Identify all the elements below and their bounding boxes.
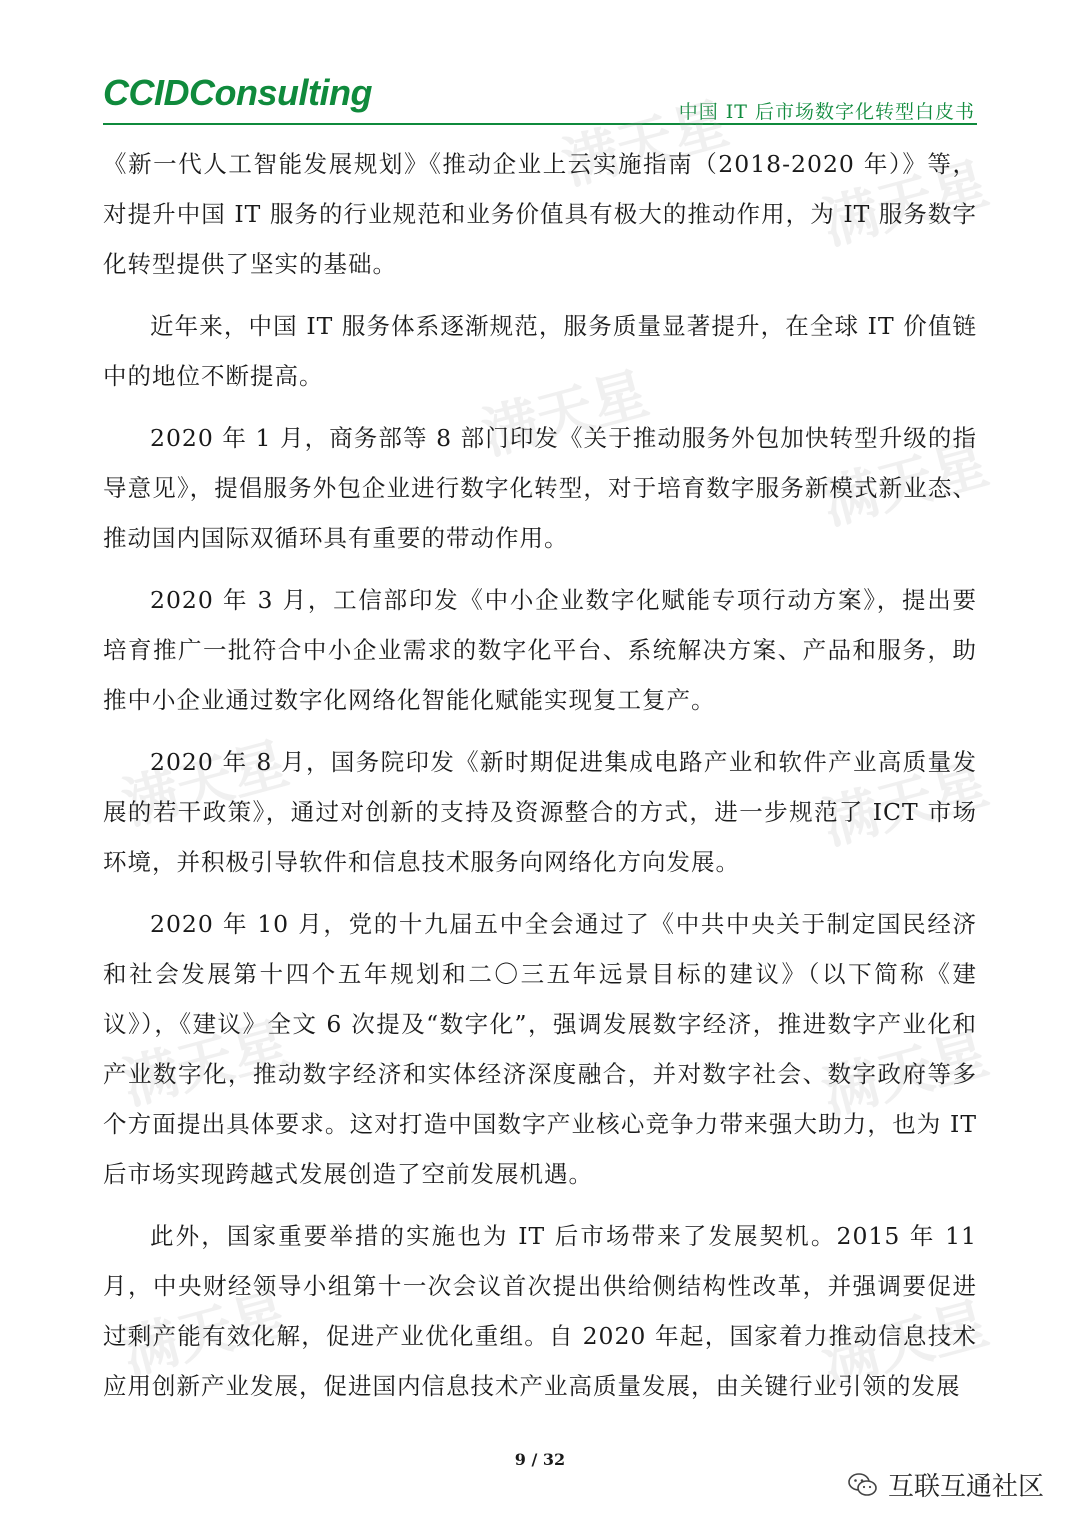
watermark: 满天星 [815,751,995,858]
paragraph: 2020 年 1 月，商务部等 8 部门印发《关于推动服务外包加快转型升级的指导意见》，提倡服务外包企业进行数字化转型，对于培育数字服务新模式新业态、推动国内国际双循环具有重要的带动作用。 [103,424,977,552]
watermark: 满天星 [815,1291,995,1398]
paragraph: 2020 年 10 月，党的十九届五中全会通过了《中共中央关于制定国民经济和社会发展第十四个五年规划和二〇三五年远景目标的建议》（以下简称《建议》），《建议》全文 6 次提及“数字化”，强调发展数字经济，推进数字产业化和产业数字化，推动数字经济和实体经济深度融合，并对数字社会、数字政府等多个方面提出具体要求。这对打造中国数字产业核心竞争力带来强大助力，也为 IT 后市场实现跨越式发展创造了空前发展机遇。 [103,910,977,1188]
watermark: 满天星 [115,1011,295,1118]
footer-brand-label: 互联互通社区 [887,1472,1044,1502]
watermark: 满天星 [475,361,655,468]
header-divider [103,123,977,125]
footer-brand [848,1466,1044,1503]
paragraph: 2020 年 8 月，国务院印发《新时期促进集成电路产业和软件产业高质量发展的若干政策》，通过对创新的支持及资源整合的方式，进一步规范了 ICT 市场环境，并积极引导软件和信息技术服务向网络化方向发展。 [103,748,977,876]
paragraph: 2020 年 3 月，工信部印发《中小企业数字化赋能专项行动方案》，提出要培育推广一批符合中小企业需求的数字化平台、系统解决方案、产品和服务，助推中小企业通过数字化网络化智能化赋能实现复工复产。 [103,586,977,714]
watermark: 满天星 [115,1281,295,1388]
document-title: 中国 IT 后市场数字化转型白皮书 [678,101,975,123]
paragraph: 近年来，中国 IT 服务体系逐渐规范，服务质量显著提升，在全球 IT 价值链中的地位不断提高。 [103,312,977,390]
paragraph: 此外，国家重要举措的实施也为 IT 后市场带来了发展契机。2015 年 11 月，中央财经领导小组第十一次会议首次提出供给侧结构性改革，并强调要促进过剩产能有效化解，促进产业优化重组。自 2020 年起，国家着力推动信息技术应用创新产业发展，促进国内信息技术产业高质量发展，由关键行业引领的发展 [103,1222,977,1400]
wechat-icon [848,1472,878,1498]
watermark: 满天星 [555,91,735,198]
watermark: 满天星 [815,431,995,538]
watermark: 满天星 [115,731,295,838]
page-number: 9 / 32 [514,1450,566,1469]
watermark: 满天星 [815,1021,995,1128]
ccid-consulting-logo: CCIDConsulting [103,72,372,113]
paragraph: 《新一代人工智能发展规划》《推动企业上云实施指南（2018-2020 年）》等，对提升中国 IT 服务的行业规范和业务价值具有极大的推动作用，为 IT 服务数字化转型提供了坚实的基础。 [103,150,977,278]
watermark: 满天星 [815,151,995,258]
document-body [103,139,977,1423]
